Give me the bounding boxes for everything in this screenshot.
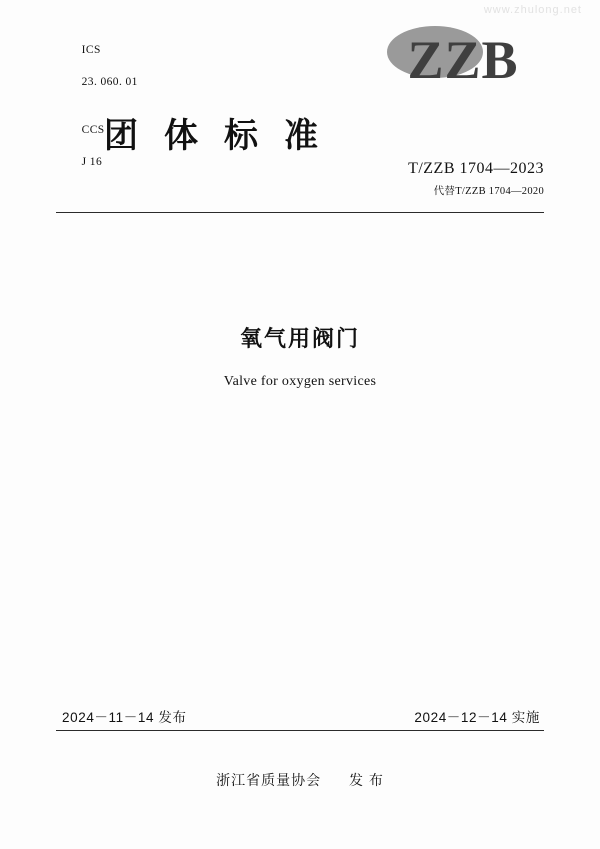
watermark-text: www.zhulong.net bbox=[483, 4, 582, 16]
issuer-name: 浙江省质量协会 bbox=[216, 772, 322, 788]
implement-date: 2024－12－14 实施 bbox=[414, 710, 540, 725]
standard-number: T/ZZB 1704—2023 bbox=[408, 160, 544, 177]
document-title-chinese: 氧气用阀门 bbox=[239, 326, 360, 351]
classification-block bbox=[62, 26, 138, 186]
ics-value: 23. 060. 01 bbox=[81, 76, 138, 88]
standard-number-block bbox=[408, 160, 544, 198]
ics-label: ICS bbox=[81, 44, 101, 56]
document-title-english: Valve for oxygen services bbox=[223, 374, 377, 389]
zzb-logo bbox=[375, 22, 545, 94]
footer-divider bbox=[56, 730, 544, 731]
ccs-value: J 16 bbox=[81, 156, 103, 168]
ics-line bbox=[62, 26, 138, 106]
svg-text:ZZB: ZZB bbox=[407, 30, 519, 90]
issue-date: 2024－11－14 发布 bbox=[62, 710, 187, 725]
page-title: 团体标准 bbox=[104, 117, 344, 155]
issuer-line bbox=[0, 770, 600, 790]
date-row bbox=[62, 706, 540, 726]
standard-replaces: 代替T/ZZB 1704—2020 bbox=[433, 186, 544, 197]
issuer-action: 发 布 bbox=[348, 772, 384, 788]
ccs-label: CCS bbox=[81, 124, 105, 136]
header-divider bbox=[56, 212, 544, 213]
